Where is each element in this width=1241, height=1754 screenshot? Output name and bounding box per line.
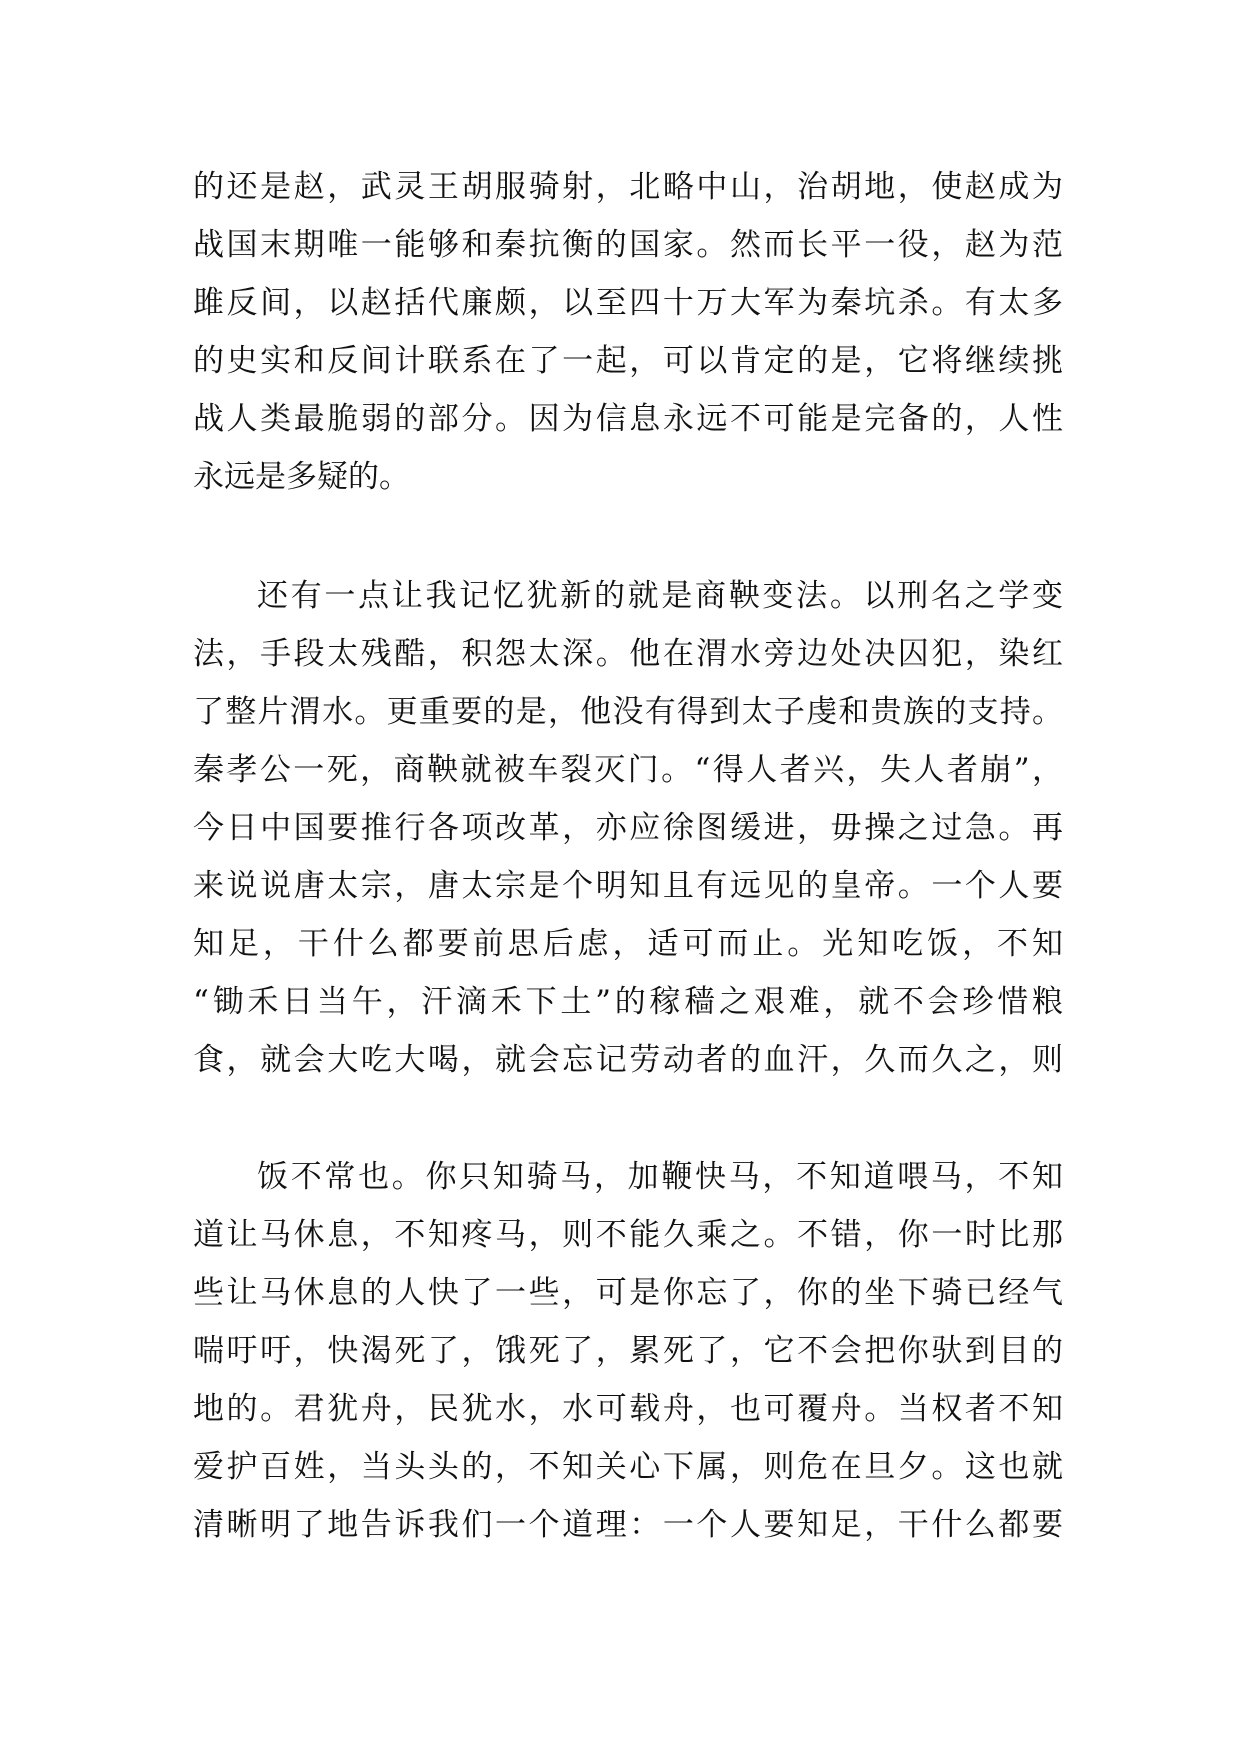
text-line: 知足，干什么都要前思后虑，适可而止。光知吃饭，不知 — [193, 926, 1063, 962]
text-line: 了整片渭水。更重要的是，他没有得到太子虔和贵族的支持。 — [193, 694, 1063, 730]
text-line: 的还是赵，武灵王胡服骑射，北略中山，治胡地，使赵成为 — [193, 169, 1063, 205]
paragraph-3 — [193, 1148, 1063, 1554]
text-line: 些让马休息的人快了一些，可是你忘了，你的坐下骑已经气 — [193, 1275, 1063, 1311]
text-line: 还有一点让我记忆犹新的就是商鞅变法。以刑名之学变 — [257, 578, 1063, 614]
text-line: 清晰明了地告诉我们一个道理：一个人要知足，干什么都要 — [193, 1507, 1063, 1543]
text-line: 爱护百姓，当头头的，不知关心下属，则危在旦夕。这也就 — [193, 1449, 1063, 1485]
text-line: 秦孝公一死，商鞅就被车裂灭门。“得人者兴，失人者崩”， — [193, 752, 1063, 788]
text-line: 战人类最脆弱的部分。因为信息永远不可能是完备的，人性 — [193, 401, 1063, 437]
text-line: 法，手段太残酷，积怨太深。他在渭水旁边处决囚犯，染红 — [193, 636, 1063, 672]
text-line: 食，就会大吃大喝，就会忘记劳动者的血汗，久而久之，则 — [193, 1042, 1063, 1078]
text-line: 的史实和反间计联系在了一起，可以肯定的是，它将继续挑 — [193, 343, 1063, 379]
text-line: “锄禾日当午，汗滴禾下土”的稼穑之艰难，就不会珍惜粮 — [193, 984, 1063, 1020]
text-line: 道让马休息，不知疼马，则不能久乘之。不错，你一时比那 — [193, 1217, 1063, 1253]
paragraph-2 — [193, 567, 1063, 1089]
text-line: 地的。君犹舟，民犹水，水可载舟，也可覆舟。当权者不知 — [193, 1391, 1063, 1427]
text-line: 喘吁吁，快渴死了，饿死了，累死了，它不会把你驮到目的 — [193, 1333, 1063, 1369]
text-line: 来说说唐太宗，唐太宗是个明知且有远见的皇帝。一个人要 — [193, 868, 1063, 904]
text-line: 雎反间，以赵括代廉颇，以至四十万大军为秦坑杀。有太多 — [193, 285, 1063, 321]
text-line: 今日中国要推行各项改革，亦应徐图缓进，毋操之过急。再 — [193, 810, 1063, 846]
text-line: 永远是多疑的。 — [193, 459, 410, 495]
text-line: 饭不常也。你只知骑马，加鞭快马，不知道喂马，不知 — [257, 1159, 1063, 1195]
text-line: 战国末期唯一能够和秦抗衡的国家。然而长平一役，赵为范 — [193, 227, 1063, 263]
paragraph-1 — [193, 158, 1063, 506]
